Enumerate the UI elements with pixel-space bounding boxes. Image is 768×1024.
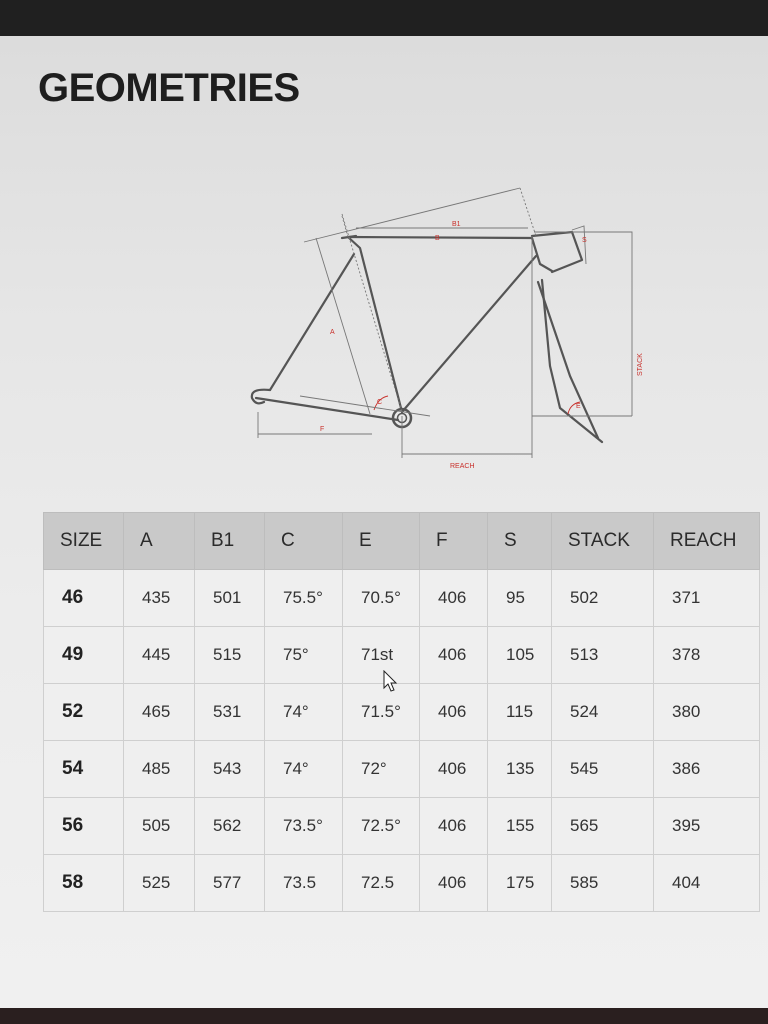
cell-f: 406 [420,684,488,741]
cell-c: 73.5 [265,855,343,912]
cell-reach: 378 [654,627,760,684]
cell-size: 58 [44,855,124,912]
header-b1: B1 [195,513,265,570]
cell-c: 75° [265,627,343,684]
cell-e: 71st [343,627,420,684]
cell-size: 46 [44,570,124,627]
cell-e: 70.5° [343,570,420,627]
cell-b1: 531 [195,684,265,741]
cell-f: 406 [420,570,488,627]
monitor-bezel-bottom [0,1008,768,1024]
label-s: S [582,237,587,244]
cell-reach: 371 [654,570,760,627]
cell-c: 75.5° [265,570,343,627]
cell-b1: 543 [195,741,265,798]
cell-stack: 502 [552,570,654,627]
mouse-cursor-icon [383,670,399,694]
cell-size: 56 [44,798,124,855]
cell-s: 105 [488,627,552,684]
cell-a: 435 [124,570,195,627]
cell-f: 406 [420,741,488,798]
cell-size: 52 [44,684,124,741]
page-title: GEOMETRIES [38,66,300,110]
cell-a: 445 [124,627,195,684]
header-a: A [124,513,195,570]
label-b1: B1 [452,221,461,228]
table-row [44,798,760,855]
label-e: E [576,403,581,410]
table-row [44,570,760,627]
cell-a: 525 [124,855,195,912]
header-e: E [343,513,420,570]
cell-b1: 515 [195,627,265,684]
monitor-bezel-top [0,0,768,38]
cell-f: 406 [420,627,488,684]
cell-e: 71.5° [343,684,420,741]
header-c: C [265,513,343,570]
cell-stack: 545 [552,741,654,798]
table-row [44,741,760,798]
cell-c: 74° [265,741,343,798]
cell-c: 73.5° [265,798,343,855]
cell-e: 72.5 [343,855,420,912]
cell-b1: 577 [195,855,265,912]
bike-geometry-diagram [230,176,650,476]
cell-stack: 565 [552,798,654,855]
header-stack: STACK [552,513,654,570]
cell-s: 175 [488,855,552,912]
cell-size: 49 [44,627,124,684]
header-s: S [488,513,552,570]
table-header-row [44,513,760,570]
cell-stack: 513 [552,627,654,684]
table-row [44,855,760,912]
frame-outline [252,232,602,442]
cell-s: 95 [488,570,552,627]
cell-reach: 395 [654,798,760,855]
table-row [44,627,760,684]
cell-size: 54 [44,741,124,798]
cell-stack: 585 [552,855,654,912]
header-size: SIZE [44,513,124,570]
cell-s: 135 [488,741,552,798]
cell-reach: 380 [654,684,760,741]
geometry-table [43,512,760,912]
cell-s: 155 [488,798,552,855]
label-a: A [330,329,335,336]
header-reach: REACH [654,513,760,570]
cell-f: 406 [420,855,488,912]
label-stack: STACK [637,353,644,376]
label-c: C [377,399,383,406]
label-reach: REACH [450,463,475,470]
label-f: F [320,426,325,433]
cell-reach: 386 [654,741,760,798]
cell-b1: 562 [195,798,265,855]
cell-e: 72.5° [343,798,420,855]
cell-s: 115 [488,684,552,741]
cell-c: 74° [265,684,343,741]
cell-e: 72° [343,741,420,798]
label-b: B [435,235,440,242]
dimension-lines [258,188,632,458]
table-row [44,684,760,741]
header-f: F [420,513,488,570]
cell-stack: 524 [552,684,654,741]
screen [0,36,768,1010]
cell-reach: 404 [654,855,760,912]
cell-f: 406 [420,798,488,855]
cell-a: 505 [124,798,195,855]
cell-b1: 501 [195,570,265,627]
cell-a: 485 [124,741,195,798]
cell-a: 465 [124,684,195,741]
